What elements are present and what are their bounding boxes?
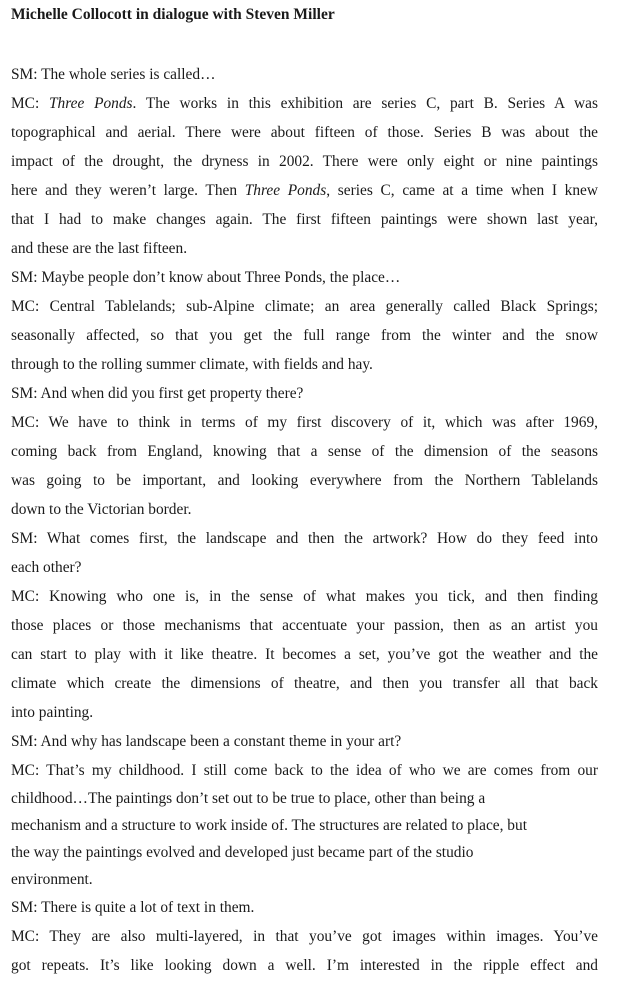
text-line: MC: They are also multi-layered, in that you’ve got images within images. You’ve [11,928,598,945]
text-line [11,89,598,118]
text-line: SM: And when did you first get property there? [11,385,304,402]
text-line: climate which create the dimensions of theatre, and then you transfer all that back [11,675,598,692]
text-line: environment. [11,871,93,888]
text-line: got repeats. It’s like looking down a well. I’m interested in the ripple effect and [11,957,598,974]
text-line: SM: What comes first, the landscape and then the artwork? How do they feed into [11,530,598,547]
text-line: SM: Maybe people don’t know about Three Ponds, the place… [11,269,401,286]
text-line: SM: And why has landscape been a constant theme in your art? [11,733,402,750]
text-line: into painting. [11,704,94,721]
text-line: seasonally affected, so that you get the full range from the winter and the snow [11,327,598,344]
text-line: down to the Victorian border. [11,501,192,518]
text-line [11,176,598,205]
text-line: and these are the last fifteen. [11,240,188,257]
text-line: the way the paintings evolved and developed just became part of the studio [11,844,474,861]
text-line: coming back from England, knowing that a sense of the dimension of the seasons [11,443,598,460]
text-line: impact of the drought, the dryness in 2002. There were only eight or nine paintings [11,153,598,170]
text-line: mechanism and a structure to work inside of. The structures are related to place, but [11,817,527,834]
text-line: MC: That’s my childhood. I still come back to the idea of who we are comes from our [11,762,598,779]
text-line: through to the rolling summer climate, with fields and hay. [11,356,373,373]
italic-title: Three Ponds [244,182,327,199]
text-line: those places or those mechanisms that accentuate your passion, then as an artist you [11,617,598,634]
interview-text [11,60,598,980]
text-line: MC: Central Tablelands; sub-Alpine climate; an area generally called Black Springs; [11,298,598,315]
text-line: was going to be important, and looking everywhere from the Northern Tablelands [11,472,598,489]
text-line: MC: We have to think in terms of my first discovery of it, which was after 1969, [11,414,598,431]
text-line: MC: Knowing who one is, in the sense of what makes you tick, and then finding [11,588,598,605]
text-line: topographical and aerial. There were about fifteen of those. Series B was about the [11,124,598,141]
text-segment: . The works in this exhibition are series C, part B. Series A was [132,95,598,112]
text-line: SM: The whole series is called… [11,66,216,83]
page-title: Michelle Collocott in dialogue with Steven Miller [11,6,335,23]
text-segment: here and they weren’t large. Then [11,182,245,199]
text-line: SM: There is quite a lot of text in them. [11,899,255,916]
text-line: can start to play with it like theatre. It becomes a set, you’ve got the weather and the [11,646,598,663]
text-segment: MC: [11,95,49,112]
text-segment: , series C, came at a time when I knew [326,182,598,199]
text-line: each other? [11,559,82,576]
text-line: childhood…The paintings don’t set out to be true to place, other than being a [11,790,486,807]
text-line: that I had to make changes again. The first fifteen paintings were shown last year, [11,211,598,228]
italic-title: Three Ponds [48,95,133,112]
